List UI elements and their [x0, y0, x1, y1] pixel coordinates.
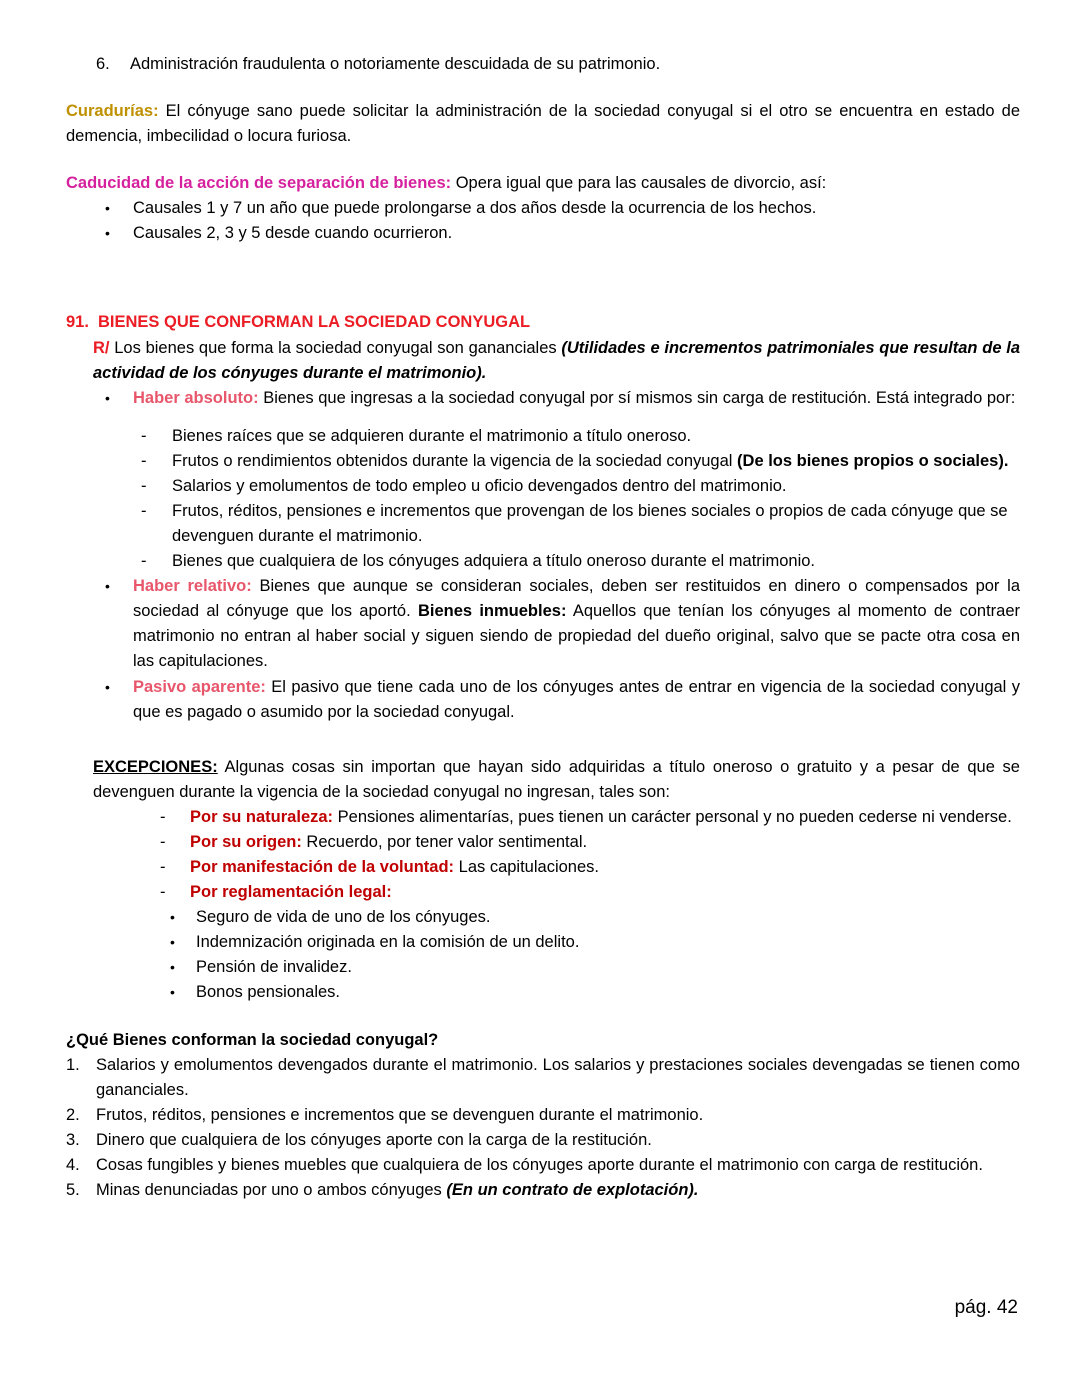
list-item-body: Frutos o rendimientos obtenidos durante la vigencia de la sociedad conyugal [172, 451, 738, 470]
list-item-text [172, 424, 1020, 449]
list-item-text [96, 1128, 1020, 1153]
excepcion-text: Pensiones alimentarías, pues tienen un carácter personal y no pueden cederse ni venderse. [333, 807, 1012, 826]
dash-icon: - [160, 883, 166, 902]
spacer [66, 411, 1020, 424]
dash-icon: - [160, 807, 166, 826]
list-marker: 5. [66, 1180, 80, 1199]
curadurias-paragraph [66, 99, 1020, 149]
list-item [66, 1103, 1020, 1128]
list-item-body: Salarios y emolumentos devengados durante el matrimonio. Los salarios y prestaciones sociales devengadas se tienen como gananciales. [96, 1055, 1020, 1099]
list-item [66, 424, 1020, 449]
list-item [66, 474, 1020, 499]
list-item-text [172, 499, 1020, 549]
dash-icon: - [141, 476, 147, 495]
list-item-text: Seguro de vida de uno de los cónyuges. [196, 908, 491, 927]
list-item [66, 980, 1020, 1005]
list-item [66, 930, 1020, 955]
list-item-text [190, 855, 1020, 880]
spacer [66, 725, 1020, 755]
list-item [66, 955, 1020, 980]
list-item-text: Administración fraudulenta o notoriamente descuidada de su patrimonio. [130, 55, 661, 73]
list-item [66, 805, 1020, 830]
bullet-icon: • [170, 959, 175, 976]
haber-relativo-label: Haber relativo: [133, 577, 252, 596]
excepcion-text: Recuerdo, por tener valor sentimental. [301, 832, 588, 851]
list-item-text [190, 880, 1020, 905]
pasivo-aparente-text: El pasivo que tiene cada uno de los cónyuges antes de entrar en vigencia de la sociedad conyugal y que es pagado o asumido por la sociedad conyugal. [133, 677, 1020, 721]
spacer [66, 77, 1020, 99]
answer-emphasis: (Utilidades e incrementos patrimoniales que resultan de la actividad de los cónyuges durante el matrimonio). [93, 338, 1020, 382]
caducidad-text: Opera igual que para las causales de divorcio, así: [451, 174, 827, 193]
answer-text: Los bienes que forma la sociedad conyugal son gananciales [109, 338, 562, 357]
list-item-text: Causales 1 y 7 un año que puede prolongarse a dos años desde la ocurrencia de los hechos. [133, 199, 817, 218]
list-item [66, 1178, 1020, 1203]
pasivo-aparente-label: Pasivo aparente: [133, 677, 266, 696]
excepcion-label: Por su origen: [190, 832, 302, 851]
haber-relativo-text-b: Aquellos que tenían los cónyuges al momento de contraer matrimonio no entran al haber social y siguen siendo de propiedad del dueño original, salvo que se pacte otra cosa en las capitulaciones. [133, 602, 1020, 671]
list-item-text [96, 1053, 1020, 1103]
dash-icon: - [141, 552, 147, 571]
bullet-icon: • [105, 200, 110, 217]
list-marker: 3. [66, 1130, 80, 1149]
list-item-text [133, 574, 1020, 674]
list-item-haber-relativo [66, 574, 1020, 674]
dash-icon: - [141, 451, 147, 470]
list-item-body: Dinero que cualquiera de los cónyuges aporte con la carga de la restitución. [96, 1130, 652, 1149]
list-item [66, 52, 1020, 77]
excepcion-label: Por reglamentación legal: [190, 883, 392, 902]
page-footer: pág. 42 [954, 1297, 1018, 1319]
list-item-text [96, 1103, 1020, 1128]
list-item-text [190, 830, 1020, 855]
list-item-text [172, 449, 1020, 474]
section-heading [66, 310, 1020, 335]
list-item [66, 1153, 1020, 1178]
list-item-body: Frutos, réditos, pensiones e incrementos que provengan de los bienes sociales o propios de cada cónyuge que se devenguen durante el matrimonio. [172, 502, 1008, 546]
excepciones-label: EXCEPCIONES: [93, 757, 218, 776]
bullet-icon: • [105, 678, 110, 695]
list-item-body: Bienes que cualquiera de los cónyuges adquiera a título oneroso durante el matrimonio. [172, 552, 815, 571]
excepciones-paragraph [93, 755, 1020, 805]
section-number: 91. [66, 313, 89, 332]
list-item-text: Pensión de invalidez. [196, 958, 352, 977]
section-title: BIENES QUE CONFORMAN LA SOCIEDAD CONYUGAL [98, 313, 531, 332]
list-item-haber-absoluto [66, 386, 1020, 411]
list-marker: 1. [66, 1055, 80, 1074]
bienes-inmuebles-label: Bienes inmuebles: [417, 602, 567, 621]
bullet-icon: • [170, 909, 175, 926]
list-item [66, 1128, 1020, 1153]
list-item-text [190, 805, 1020, 830]
list-marker: 6. [96, 55, 110, 73]
list-item-text: Causales 2, 3 y 5 desde cuando ocurrieron. [133, 224, 453, 243]
curadurias-text: El cónyuge sano puede solicitar la administración de la sociedad conyugal si el otro se encuentra en estado de demencia, imbecilidad o locura furiosa. [66, 102, 1020, 146]
answer-paragraph [93, 336, 1020, 386]
haber-absoluto-label: Haber absoluto: [133, 388, 259, 407]
excepcion-text: Las capitulaciones. [454, 858, 599, 877]
bullet-icon: • [105, 578, 110, 595]
excepciones-text: Algunas cosas sin importan que hayan sido adquiridas a título oneroso o gratuito y a pesar de que se devenguen durante la vigencia de la sociedad conyugal no ingresan, tales son: [93, 757, 1020, 801]
dash-icon: - [141, 502, 147, 521]
answer-marker: R/ [93, 338, 110, 357]
list-item-text [172, 474, 1020, 499]
dash-icon: - [160, 858, 166, 877]
spacer [66, 302, 1020, 310]
list-item [66, 549, 1020, 574]
list-item-body: Cosas fungibles y bienes muebles que cualquiera de los cónyuges aporte durante el matrimonio con carga de restitución. [96, 1155, 983, 1174]
bullet-icon: • [170, 984, 175, 1001]
haber-relativo-text-a: Bienes que aunque se consideran sociales, deben ser restituidos en dinero o compensados por la sociedad al cónyuge que los aportó. [133, 577, 1020, 621]
caducidad-label: Caducidad de la acción de separación de bienes: [66, 174, 452, 193]
dash-icon: - [160, 832, 166, 851]
list-item-text: Indemnización originada en la comisión de un delito. [196, 933, 580, 952]
list-item [66, 499, 1020, 549]
list-marker: 2. [66, 1105, 80, 1124]
bullet-icon: • [105, 389, 110, 406]
dash-icon: - [141, 426, 147, 445]
spacer [66, 1006, 1020, 1028]
spacer [66, 149, 1020, 171]
spacer [66, 246, 1020, 302]
list-item [66, 855, 1020, 880]
list-item-text: Bonos pensionales. [196, 983, 341, 1002]
list-item [66, 1053, 1020, 1103]
list-item [66, 830, 1020, 855]
list-item [66, 905, 1020, 930]
list-item-text [96, 1178, 1020, 1203]
bullet-icon: • [170, 934, 175, 951]
list-item-text [96, 1153, 1020, 1178]
bullet-icon: • [105, 225, 110, 242]
list-item-text [172, 549, 1020, 574]
list-item-body: Salarios y emolumentos de todo empleo u oficio devengados dentro del matrimonio. [172, 476, 787, 495]
excepcion-label: Por manifestación de la voluntad: [190, 858, 455, 877]
list-item-text [133, 386, 1020, 411]
list-marker: 4. [66, 1155, 80, 1174]
list-item-bold-tail: (De los bienes propios o sociales). [737, 451, 1009, 470]
list-item-pasivo-aparente [66, 675, 1020, 725]
list-item-emphasis: (En un contrato de explotación). [446, 1180, 699, 1199]
list-item-body: Bienes raíces que se adquieren durante el matrimonio a título oneroso. [172, 426, 692, 445]
haber-absoluto-text: Bienes que ingresas a la sociedad conyugal por sí mismos sin carga de restitución. Está integrado por: [258, 388, 1016, 407]
list-item [66, 880, 1020, 905]
excepcion-label: Por su naturaleza: [190, 807, 334, 826]
list-item-body: Frutos, réditos, pensiones e incrementos que se devenguen durante el matrimonio. [96, 1105, 704, 1124]
list-item [66, 221, 1020, 246]
list-item [66, 196, 1020, 221]
list-item-body: Minas denunciadas por uno o ambos cónyuges [96, 1180, 447, 1199]
question-heading: ¿Qué Bienes conforman la sociedad conyugal? [66, 1030, 439, 1049]
list-item-text [133, 675, 1020, 725]
caducidad-paragraph [66, 171, 1020, 196]
list-item [66, 449, 1020, 474]
curadurias-label: Curadurías: [66, 102, 159, 121]
